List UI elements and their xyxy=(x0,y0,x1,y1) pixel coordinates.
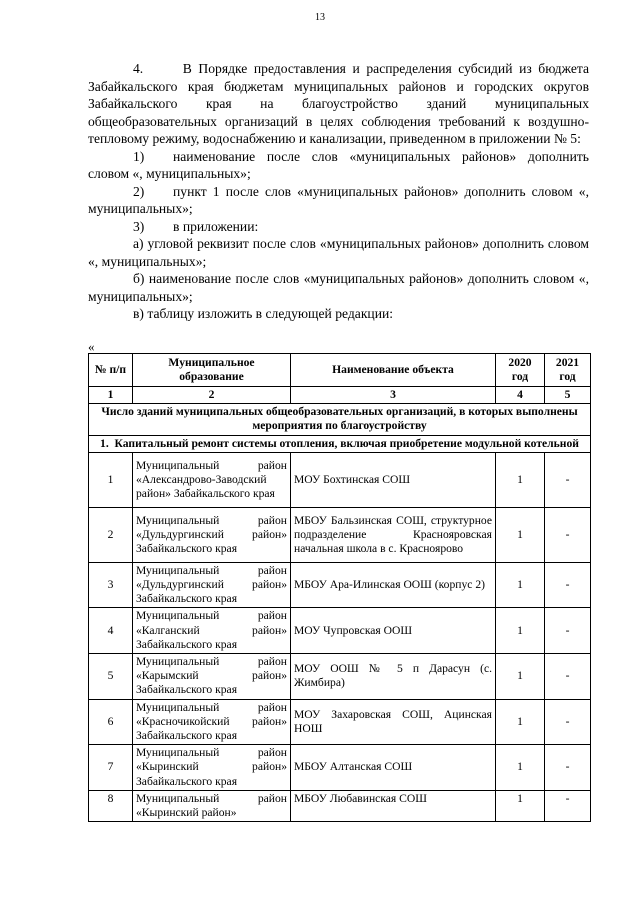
row-object: МБОУ Любавинская СОШ xyxy=(291,790,496,821)
row-object: МБОУ Алтанская СОШ xyxy=(291,745,496,791)
section-title-row xyxy=(89,404,591,435)
row-number: 4 xyxy=(89,608,133,654)
row-2021: - xyxy=(545,452,591,507)
row-number: 5 xyxy=(89,654,133,700)
row-municipality: Муниципальный район «Карымский район» Забайкальского края xyxy=(133,654,291,700)
sub-item-b: б) наименование после слов «муниципальных районов» дополнить словом «, муниципальных»; xyxy=(88,271,589,304)
column-number: 2 xyxy=(133,387,291,404)
list-item-2 xyxy=(88,183,589,218)
column-numbers-row xyxy=(89,387,591,404)
row-2021: - xyxy=(545,507,591,562)
row-municipality: Муниципальный район «Калганский район» Забайкальского края xyxy=(133,608,291,654)
row-2020: 1 xyxy=(496,562,545,608)
row-object: МОУ Захаровская СОШ, Ацинская НОШ xyxy=(291,699,496,745)
opening-quote: « xyxy=(88,339,95,354)
list-item-1-text: наименование после слов «муниципальных районов» дополнить словом «, муниципальных»; xyxy=(88,148,589,181)
list-item-3 xyxy=(88,218,589,236)
row-2020: 1 xyxy=(496,452,545,507)
row-2021: - xyxy=(545,608,591,654)
header-2021: 2021 год xyxy=(545,354,591,387)
header-object: Наименование объекта xyxy=(291,354,496,387)
table-row xyxy=(89,562,591,608)
header-municipality: Муниципальное образование xyxy=(133,354,291,387)
row-2021: - xyxy=(545,699,591,745)
row-2020: 1 xyxy=(496,654,545,700)
row-object: МОУ Чупровская ООШ xyxy=(291,608,496,654)
row-object: МБОУ Ара-Илинская ООШ (корпус 2) xyxy=(291,562,496,608)
list-item-1 xyxy=(88,148,589,183)
list-item-2-text: пункт 1 после слов «муниципальных районов» дополнить словом «, муниципальных»; xyxy=(88,183,589,216)
row-municipality: Муниципальный район «Красночикойский район» Забайкальского края xyxy=(133,699,291,745)
column-number: 3 xyxy=(291,387,496,404)
table-row xyxy=(89,608,591,654)
list-item-3-text: в приложении: xyxy=(173,218,259,234)
table-row xyxy=(89,745,591,791)
list-item-2-number: 2) xyxy=(133,183,145,199)
list-item-3-number: 3) xyxy=(133,218,145,234)
section-title: Число зданий муниципальных общеобразовательных организаций, в которых выполнены мероприятия по благоустройству xyxy=(89,404,591,435)
column-number: 1 xyxy=(89,387,133,404)
row-object: МБОУ Бальзинская СОШ, структурное подразделение Краснояровская начальная школа в с. Красноярово xyxy=(291,507,496,562)
row-2021: - xyxy=(545,790,591,821)
row-municipality: Муниципальный район «Кыринский район» Забайкальского края xyxy=(133,745,291,791)
row-number: 6 xyxy=(89,699,133,745)
header-num: № п/п xyxy=(89,354,133,387)
row-number: 3 xyxy=(89,562,133,608)
table-row xyxy=(89,507,591,562)
row-2020: 1 xyxy=(496,608,545,654)
row-2021: - xyxy=(545,562,591,608)
header-2020: 2020 год xyxy=(496,354,545,387)
row-object: МОУ ООШ № 5 п Дарасун (с. Жимбира) xyxy=(291,654,496,700)
row-2020: 1 xyxy=(496,699,545,745)
table-row xyxy=(89,452,591,507)
list-item-1-number: 1) xyxy=(133,148,145,164)
row-2021: - xyxy=(545,654,591,700)
table-row xyxy=(89,699,591,745)
row-number: 7 xyxy=(89,745,133,791)
column-number: 5 xyxy=(545,387,591,404)
row-municipality: Муниципальный район «Александрово-Заводский район» Забайкальского края xyxy=(133,452,291,507)
table-row xyxy=(89,790,591,821)
row-2020: 1 xyxy=(496,790,545,821)
row-number: 2 xyxy=(89,507,133,562)
row-municipality: Муниципальный район «Кыринский район» xyxy=(133,790,291,821)
subsidy-table xyxy=(88,353,591,822)
row-number: 8 xyxy=(89,790,133,821)
subsection-title-row xyxy=(89,435,591,452)
column-number: 4 xyxy=(496,387,545,404)
row-2021: - xyxy=(545,745,591,791)
row-2020: 1 xyxy=(496,745,545,791)
row-number: 1 xyxy=(89,452,133,507)
row-2020: 1 xyxy=(496,507,545,562)
sub-item-a: а) угловой реквизит после слов «муниципальных районов» дополнить словом «, муниципальных»; xyxy=(88,236,589,269)
subsection-title: 1. Капитальный ремонт системы отопления, включая приобретение модульной котельной xyxy=(89,435,591,452)
table-header-row xyxy=(89,354,591,387)
sub-item-v: в) таблицу изложить в следующей редакции: xyxy=(133,306,394,321)
paragraph-4: 4. В Порядке предоставления и распределения субсидий из бюджета Забайкальского края бюджетам муниципальных районов и городских округов Забайкальского края на благоустройство зданий муниципальных общеобразовательных организаций в целях соблюдения требований к воздушно-тепловому режиму, водоснабжению и канализации, приведенном в приложении № 5: xyxy=(88,61,589,146)
document-body xyxy=(88,60,589,323)
row-municipality: Муниципальный район «Дульдургинский район» Забайкальского края xyxy=(133,507,291,562)
page-number: 13 xyxy=(315,12,325,23)
row-municipality: Муниципальный район «Дульдургинский район» Забайкальского края xyxy=(133,562,291,608)
row-object: МОУ Бохтинская СОШ xyxy=(291,452,496,507)
table-row xyxy=(89,654,591,700)
